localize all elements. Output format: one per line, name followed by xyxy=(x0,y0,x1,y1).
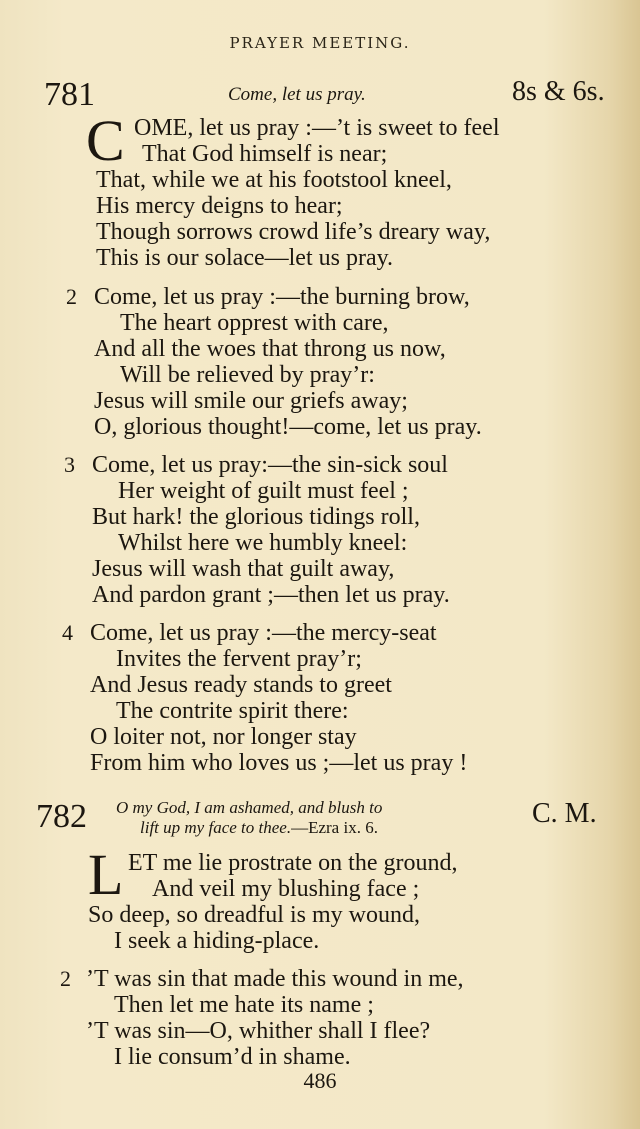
hymn-781-v3-line5: Jesus will wash that guilt away, xyxy=(92,556,395,582)
hymn-781-v4-line4: The contrite spirit there: xyxy=(116,698,349,724)
hymn-781-v1-line5: Though sorrows crowd life’s dreary way, xyxy=(96,219,491,245)
hymn-781-verse4-number: 4 xyxy=(62,620,73,645)
hymn-781-verse2-number: 2 xyxy=(66,284,77,309)
hymn-781-title: Come, let us pray. xyxy=(228,84,366,105)
hymn-781-v3-line6: And pardon grant ;—then let us pray. xyxy=(92,582,450,608)
hymn-781-v4-line3: And Jesus ready stands to greet xyxy=(90,672,392,698)
hymn-782-v2-line3: ’T was sin—O, whither shall I flee? xyxy=(86,1018,431,1044)
hymn-781-v1-line6: This is our solace—let us pray. xyxy=(96,245,394,271)
hymn-782-number: 782 xyxy=(36,798,87,835)
hymn-781-v2-line6: O, glorious thought!—come, let us pray. xyxy=(94,414,482,440)
hymn-781-v2-line2: The heart opprest with care, xyxy=(120,310,389,336)
hymn-781-v2-line1: Come, let us pray :—the burning brow, xyxy=(94,284,470,310)
hymn-781-v3-line1: Come, let us pray:—the sin-sick soul xyxy=(92,452,448,478)
hymn-781-v2-line3: And all the woes that throng us now, xyxy=(94,336,446,362)
hymn-782-meter: C. M. xyxy=(532,798,597,829)
hymn-781-v2-line4: Will be relieved by pray’r: xyxy=(120,362,375,388)
hymn-781-drop-cap: C xyxy=(86,108,125,173)
hymn-782-v1-line3: So deep, so dreadful is my wound, xyxy=(88,902,420,928)
hymn-781-v3-line4: Whilst here we humbly kneel: xyxy=(118,530,408,556)
hymn-781-v4-line5: O loiter not, nor longer stay xyxy=(90,724,357,750)
hymn-781-v4-line1: Come, let us pray :—the mercy-seat xyxy=(90,620,437,646)
hymn-781-v4-line2: Invites the fervent pray’r; xyxy=(116,646,362,672)
hymn-782-scripture-line2: lift up my face to thee.—Ezra ix. 6. xyxy=(140,818,378,837)
hymn-782-scripture-reference: —Ezra ix. 6. xyxy=(291,818,378,837)
hymn-782-v2-line4: I lie consum’d in shame. xyxy=(114,1044,351,1070)
hymn-782-verse2-number: 2 xyxy=(60,966,71,991)
hymn-781-v3-line3: But hark! the glorious tidings roll, xyxy=(92,504,420,530)
hymn-781-v1-line1: OME, let us pray :—’t is sweet to feel xyxy=(134,115,500,141)
hymn-782-drop-cap: L xyxy=(88,842,124,907)
hymn-781-v3-line2: Her weight of guilt must feel ; xyxy=(118,478,409,504)
hymn-781-v4-line6: From him who loves us ;—let us pray ! xyxy=(90,750,468,776)
page-number: 486 xyxy=(303,1068,337,1093)
hymn-781-v1-line3: That, while we at his footstool kneel, xyxy=(96,167,452,193)
hymn-781-v1-line4: His mercy deigns to hear; xyxy=(96,193,343,219)
hymn-781-v2-line5: Jesus will smile our griefs away; xyxy=(94,388,408,414)
hymn-781-v1-line2: That God himself is near; xyxy=(142,141,388,167)
hymn-782-v1-line2: And veil my blushing face ; xyxy=(152,876,420,902)
hymn-782-v1-line4: I seek a hiding-place. xyxy=(114,928,320,954)
hymn-781-verse3-number: 3 xyxy=(64,452,75,477)
running-head: PRAYER MEETING. xyxy=(229,34,411,52)
hymn-781-meter: 8s & 6s. xyxy=(512,76,605,107)
hymn-782-v2-line1: ’T was sin that made this wound in me, xyxy=(86,966,464,992)
hymn-782-v1-line1: ET me lie prostrate on the ground, xyxy=(128,850,458,876)
hymn-782-v2-line2: Then let me hate its name ; xyxy=(114,992,374,1018)
hymn-781-number: 781 xyxy=(44,76,95,113)
hymn-782-scripture-line1: O my God, I am ashamed, and blush to xyxy=(116,798,383,817)
